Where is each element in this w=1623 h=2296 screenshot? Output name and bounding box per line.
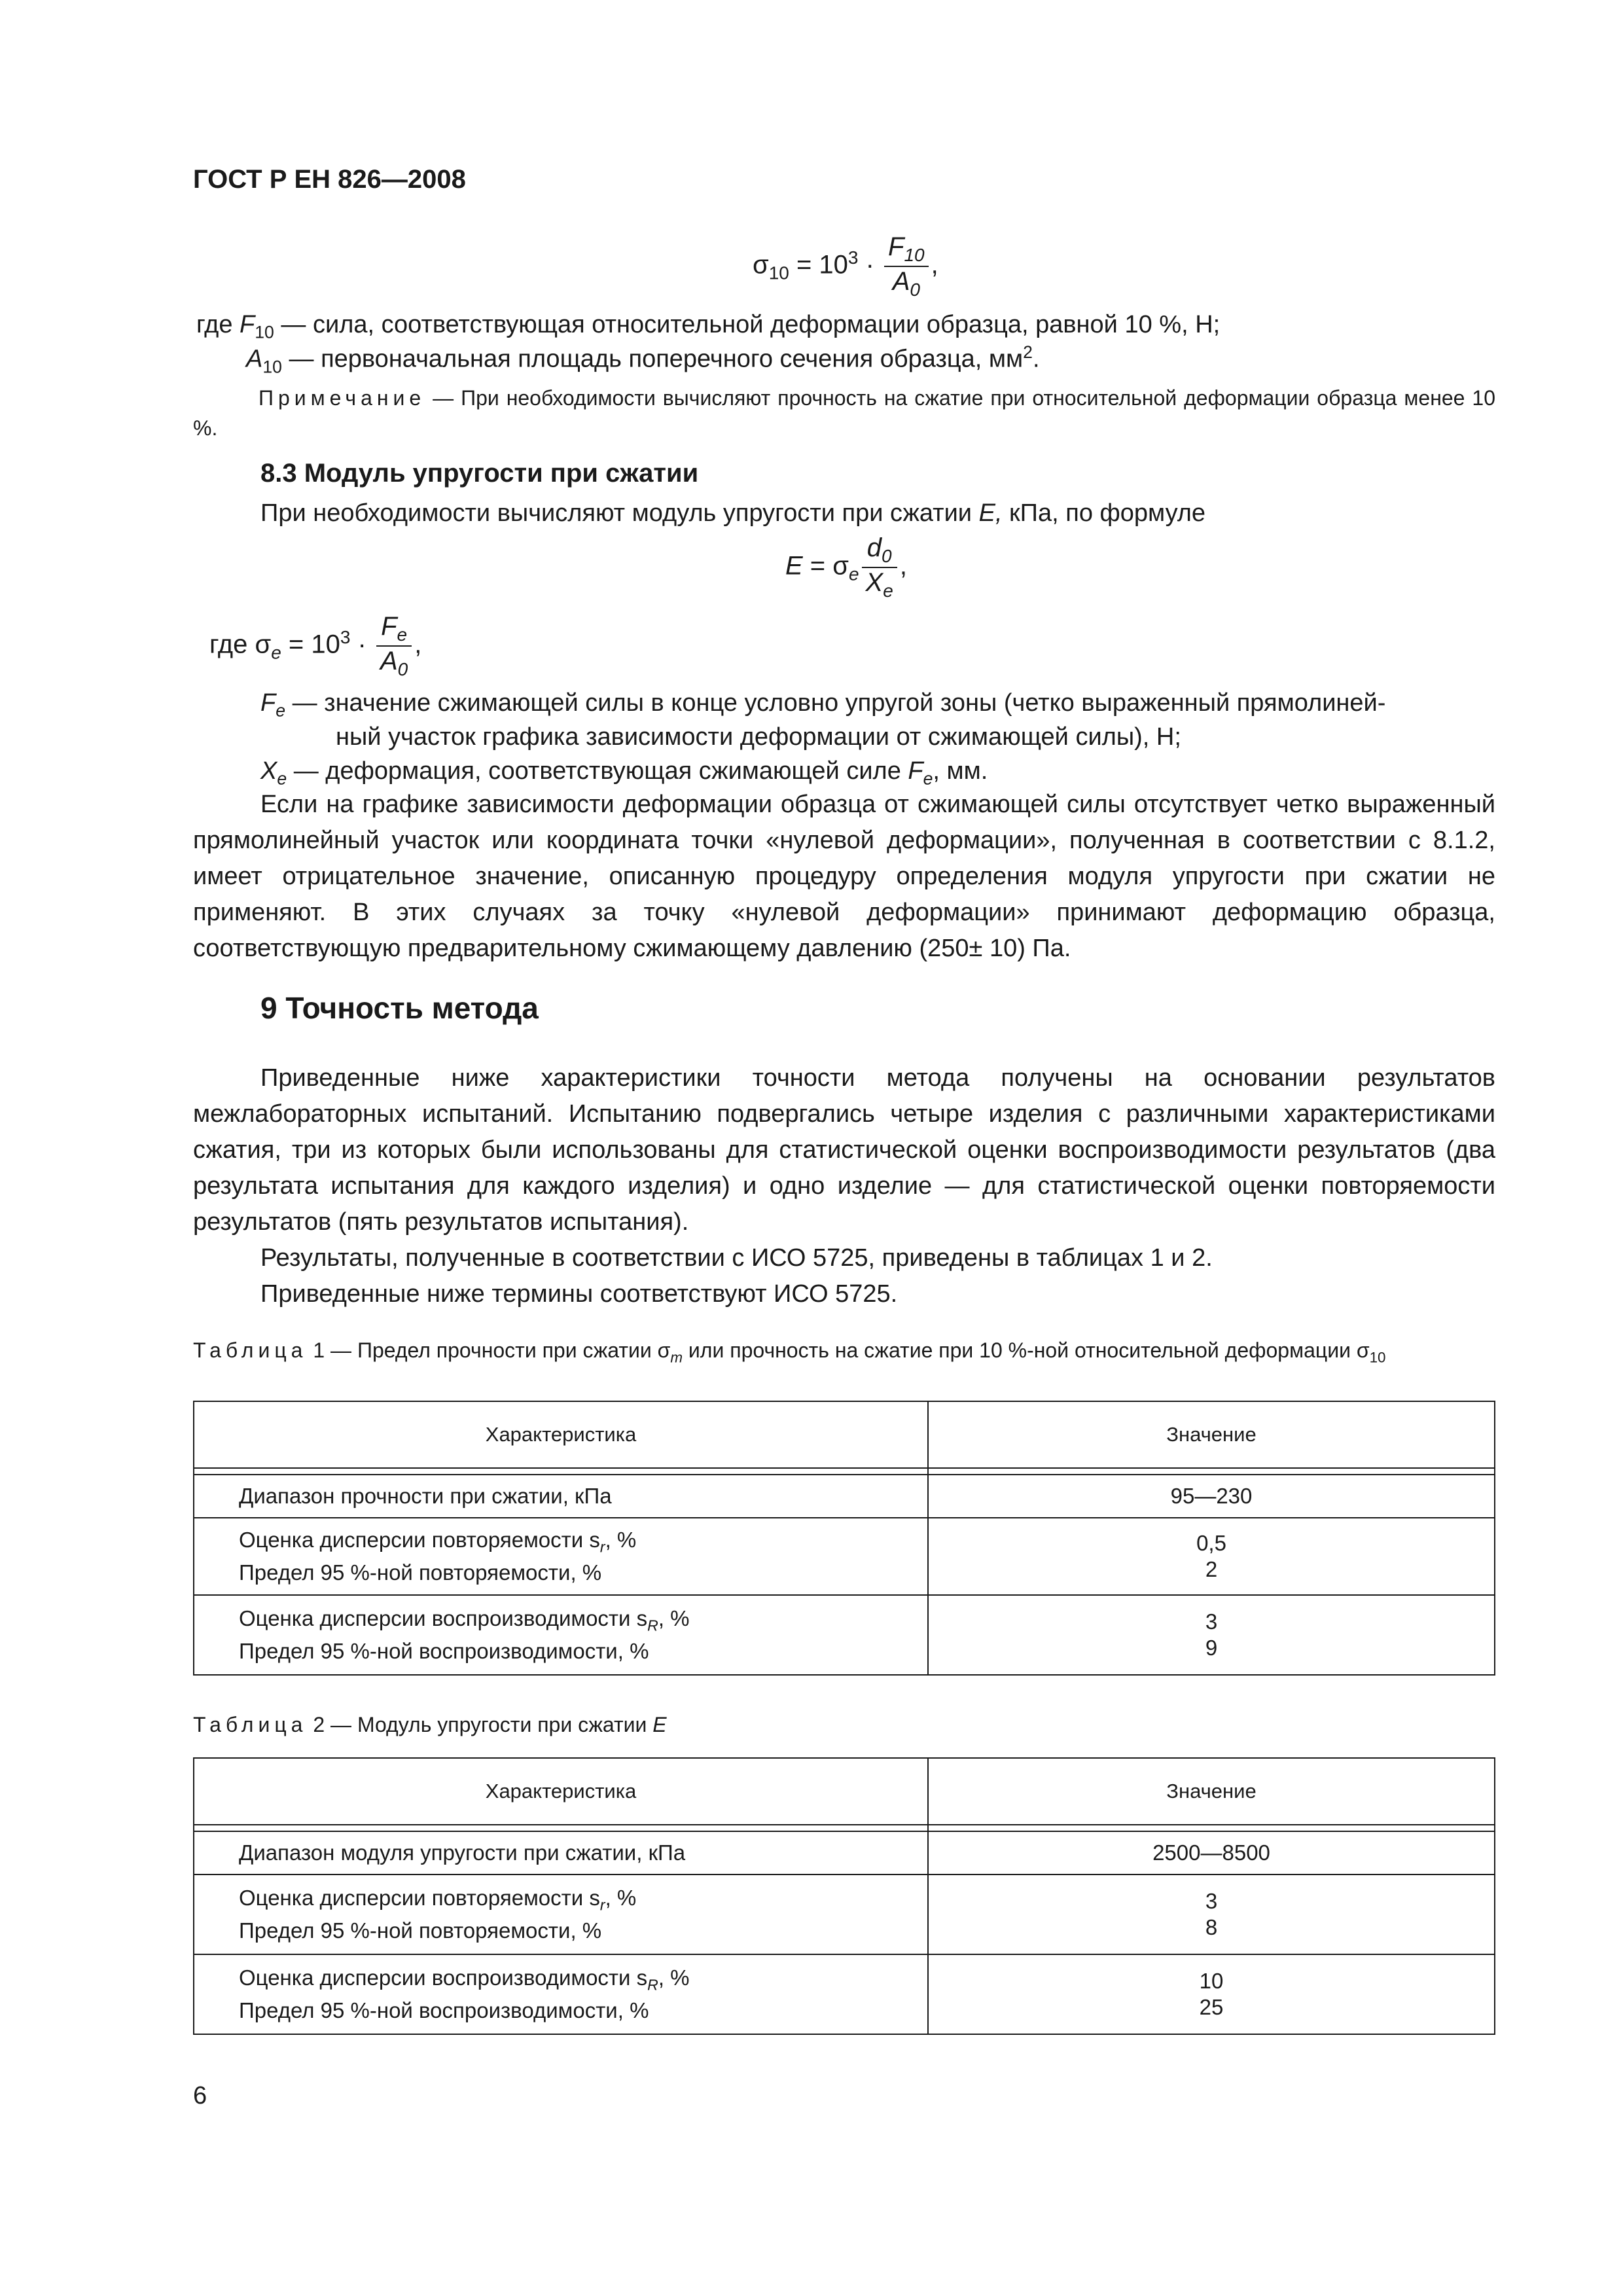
column-header: Значение bbox=[928, 1758, 1495, 1825]
page-number: 6 bbox=[193, 2082, 207, 2109]
definition-a10: $A_{10}$ — первоначальная площадь поперечного сечения образца, $мм^2$. bbox=[246, 342, 1040, 377]
definition-f10: где $F_{10}$ — сила, соответствующая относительной деформации образца, равной 10 %, Н; bbox=[196, 311, 1221, 342]
section-intro: При необходимости вычисляют модуль упругости при сжатии E, кПа, по формуле bbox=[260, 499, 1206, 527]
note-paragraph: Примечание — При необходимости вычисляют прочность на сжатие при относительной деформации образца менее 10 %. bbox=[193, 386, 1495, 440]
table-row: Оценка дисперсии воспроизводимости $s_R$, % Предел 95 %-ной воспроизводимости, % 3 9 bbox=[194, 1595, 1495, 1675]
definition-fe: $F_e$ — значение сжимающей силы в конце условно упругой зоны (четко выраженный прямолиней- bbox=[260, 689, 1386, 721]
table-row: Оценка дисперсии повторяемости $s_r$, % Предел 95 %-ной повторяемости, % 3 8 bbox=[194, 1874, 1495, 1954]
table-2-caption: Таблица 2 — Модуль упругости при сжатии E bbox=[193, 1713, 667, 1736]
paragraph-9-3: Приведенные ниже термины соответствуют ИСО 5725. bbox=[260, 1280, 898, 1308]
paragraph-9-1: Приведенные ниже характеристики точности метода получены на основании результатов межлабораторных испытаний. Испытанию подвергались четыре изделия с различными характеристиками сжатия, три из которых были использованы для статистической оценки воспроизводимости результатов (два результата испытания для каждого изделия) и одно изделие — для статистической оценки повторяемости результатов (пять результатов испытания). bbox=[193, 1064, 1495, 1236]
table-1-caption: Таблица 1 — Предел прочности при сжатии $\sigma_m$ или прочность на сжатие при 10 %-ной относительной деформации $\sigma_{10}$ bbox=[193, 1338, 1386, 1366]
fraction: $\frac{F_e}{A_0}$ bbox=[376, 612, 412, 680]
paragraph-8-3: Если на графике зависимости деформации образца от сжимающей силы отсутствует четко выраженный прямолинейный участок или координата точки «нулевой деформации», полученная в соответствии с 8.1.2, имеет отрицательное значение, описанную процедуру определения модуля упругости при сжатии не применяют. В этих случаях за точку «нулевой деформации» принимают деформацию образца, соответствующую предварительному сжимающему давлению (250± 10) Па. bbox=[193, 791, 1495, 962]
fraction: $\frac{F_{10}}{A_0}$ bbox=[884, 232, 929, 300]
table-1 bbox=[193, 1401, 1495, 1676]
formula-sigma10: $\sigma_{10} = 10^3$ · $\frac{F_{10}}{A_0}$ , bbox=[753, 232, 938, 300]
table-row: Оценка дисперсии повторяемости $s_r$, % Предел 95 %-ной повторяемости, % 0,5 2 bbox=[194, 1518, 1495, 1595]
section-heading-9: 9 Точность метода bbox=[260, 991, 539, 1025]
column-header: Характеристика bbox=[194, 1401, 928, 1468]
document-header: ГОСТ Р ЕН 826—2008 bbox=[193, 165, 466, 194]
section-heading-8-3: 8.3 Модуль упругости при сжатии bbox=[260, 459, 699, 488]
column-header: Значение bbox=[928, 1401, 1495, 1468]
fraction: $\frac{d_0}{X_e}$ bbox=[862, 533, 897, 601]
formula-modulus: $E = \sigma_e$ $\frac{d_0}{X_e}$ , bbox=[785, 533, 907, 601]
paragraph-9-2: Результаты, полученные в соответствии с ИСО 5725, приведены в таблицах 1 и 2. bbox=[260, 1244, 1213, 1272]
table-row: Оценка дисперсии воспроизводимости $s_R$, % Предел 95 %-ной воспроизводимости, % 10 25 bbox=[194, 1954, 1495, 2034]
table-2 bbox=[193, 1757, 1495, 2035]
definition-fe-cont: ный участок графика зависимости деформации от сжимающей силы), Н; bbox=[336, 723, 1181, 751]
column-header: Характеристика bbox=[194, 1758, 928, 1825]
formula-sigma-e: где $\sigma_e = 10^3$ · $\frac{F_e}{A_0}$ , bbox=[209, 612, 422, 679]
table-row: Диапазон модуля упругости при сжатии, кПа 2500—8500 bbox=[194, 1831, 1495, 1874]
table-row: Диапазон прочности при сжатии, кПа 95—230 bbox=[194, 1475, 1495, 1518]
definition-xe: $X_e$ — деформация, соответствующая сжимающей силе $F_e$, мм. bbox=[260, 757, 988, 789]
